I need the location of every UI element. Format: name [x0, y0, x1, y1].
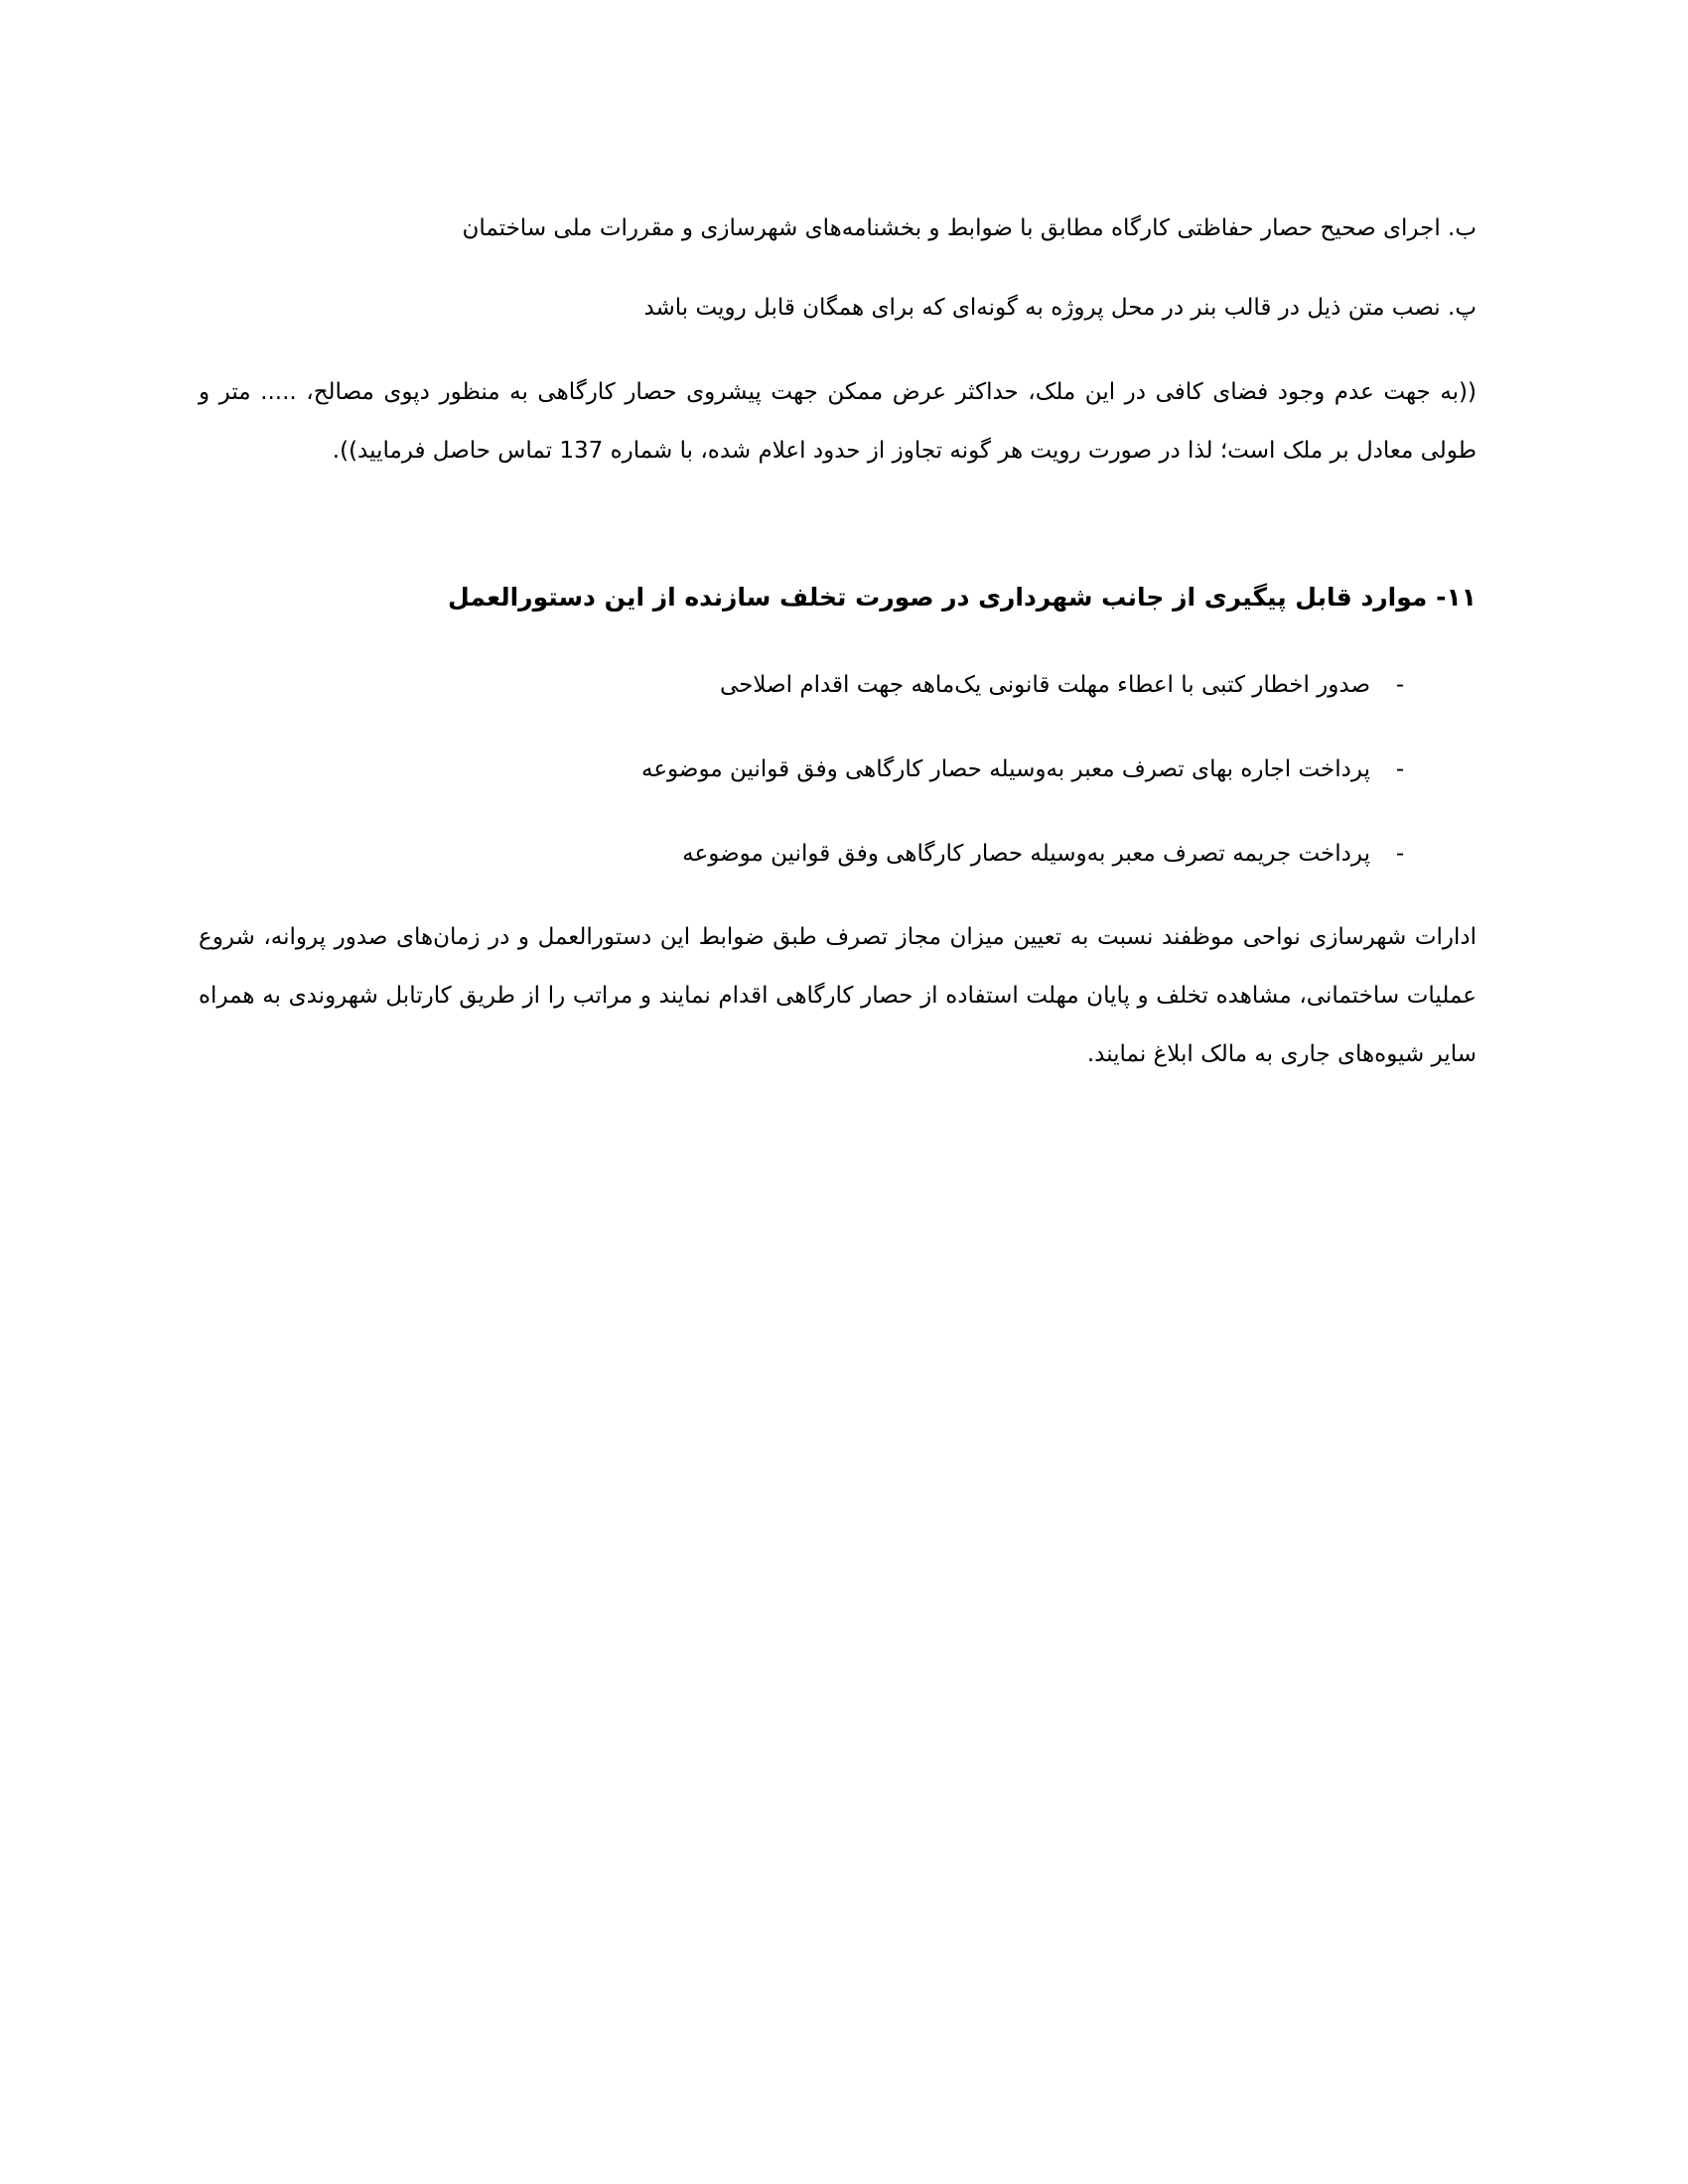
closing-paragraph: ادارات شهرسازی نواحی موظفند نسبت به تعیین میزان مجاز تصرف طبق ضوابط این دستورالعمل و در زمان‌های صدور پروانه، شروع عملیات ساختمانی، مشاهده تخلف و پایان مهلت استفاده از حصار کارگاهی اقدام نمایند و مراتب را از طریق کارتابل شهروندی به همراه سایر شیوه‌های جاری به مالک ابلاغ نمایند. — [199, 924, 1477, 1067]
banner-text-paragraph: ((به جهت عدم وجود فضای کافی در این ملک، حداکثر عرض ممکن جهت پیشروی حصار کارگاهی به منظور دپوی مصالح، ..... متر و طولی معادل بر ملک است؛ لذا در صورت رویت هر گونه تجاوز از حدود اعلام شده، با شماره 137 تماس حاصل فرمایید)). — [199, 379, 1477, 464]
bullet-dash: - — [1395, 672, 1405, 698]
section-11-heading: ۱۱- موارد قابل پیگیری از جانب شهرداری در صورت تخلف سازنده از این دستورالعمل — [448, 583, 1477, 612]
bullet-text: پرداخت اجاره بهای تصرف معبر به‌وسیله حصار کارگاهی وفق قوانین موضوعه — [640, 756, 1370, 782]
item-b-text: ب. اجرای صحیح حصار حفاظتی کارگاه مطابق با ضوابط و بخشنامه‌های شهرسازی و مقررات ملی ساختمان — [462, 215, 1477, 241]
bullet-item — [199, 834, 1430, 874]
bullet-text: پرداخت جریمه تصرف معبر به‌وسیله حصار کارگاهی وفق قوانین موضوعه — [682, 841, 1370, 867]
bullet-item — [199, 665, 1430, 705]
bullet-text: صدور اخطار کتبی با اعطاء مهلت قانونی یک‌ماهه جهت اقدام اصلاحی — [719, 672, 1370, 698]
bullet-dash: - — [1395, 841, 1405, 867]
bullet-item — [199, 750, 1430, 789]
item-p-text: پ. نصب متن ذیل در قالب بنر در محل پروژه به گونه‌ای که برای همگان قابل رویت باشد — [643, 295, 1477, 321]
bullet-dash: - — [1395, 756, 1405, 782]
